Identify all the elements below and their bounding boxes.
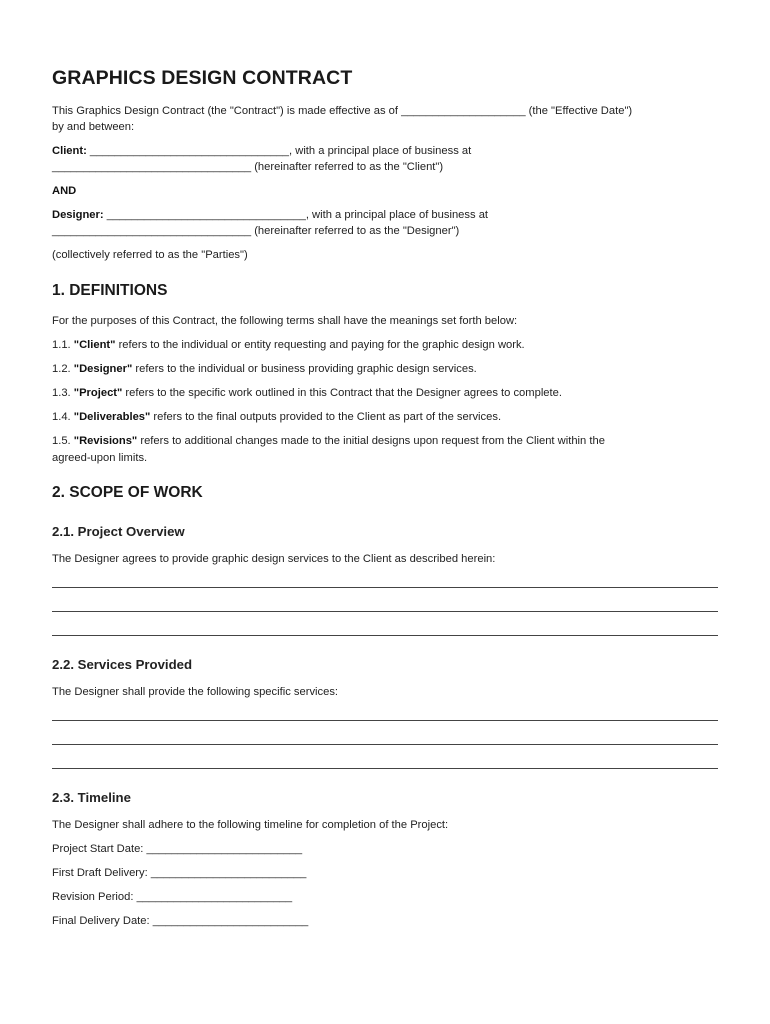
designer-line-1 (52, 207, 488, 223)
client-name-blank: ________________________________, with a principal place of business at (86, 145, 472, 157)
definition-term: "Designer" (73, 363, 133, 375)
parties-note: (collectively referred to as the "Parties") (52, 249, 248, 261)
definition-term: "Project" (73, 387, 123, 399)
scope-heading: 2. SCOPE OF WORK (52, 484, 203, 501)
definition-term: "Deliverables" (73, 411, 151, 423)
timeline-heading: 2.3. Timeline (52, 790, 131, 805)
blank-line (52, 744, 718, 745)
definitions-intro: For the purposes of this Contract, the following terms shall have the meanings set forth below: (52, 315, 518, 327)
definitions-heading: 1. DEFINITIONS (52, 282, 168, 299)
blank-line (52, 720, 718, 721)
project-overview-text: The Designer agrees to provide graphic design services to the Client as described herein: (52, 553, 496, 565)
project-overview-heading: 2.1. Project Overview (52, 524, 185, 539)
blank-line (52, 611, 718, 612)
blank-line (52, 768, 718, 769)
document-title: GRAPHICS DESIGN CONTRACT (52, 67, 353, 89)
project-start-date-field: Project Start Date: _________________________ (52, 843, 303, 855)
definition-item-client: 1.1. "Client" refers to the individual or entity requesting and paying for the graphic design work. (52, 339, 525, 351)
revision-period-field: Revision Period: _________________________ (52, 891, 293, 903)
services-provided-heading: 2.2. Services Provided (52, 657, 193, 672)
timeline-text: The Designer shall adhere to the following timeline for completion of the Project: (52, 819, 449, 831)
blank-line (52, 635, 718, 636)
blank-line (52, 587, 718, 588)
client-line-1 (52, 143, 471, 159)
client-line-2: ________________________________ (hereinafter referred to as the "Client") (52, 161, 444, 173)
definition-item-revisions-cont: agreed-upon limits. (52, 452, 148, 464)
first-draft-delivery-field: First Draft Delivery: _________________________ (52, 867, 307, 879)
designer-line-2: ________________________________ (hereinafter referred to as the "Designer") (52, 225, 460, 237)
definition-item-deliverables: 1.4. "Deliverables" refers to the final outputs provided to the Client as part of the services. (52, 411, 502, 423)
designer-label: Designer: (52, 209, 104, 221)
services-provided-text: The Designer shall provide the following specific services: (52, 686, 339, 698)
definition-term: "Revisions" (73, 435, 138, 447)
definition-item-project: 1.3. "Project" refers to the specific work outlined in this Contract that the Designer agrees to complete. (52, 387, 562, 399)
intro-line-2: by and between: (52, 121, 135, 133)
final-delivery-date-field: Final Delivery Date: _________________________ (52, 915, 309, 927)
client-label: Client: (52, 145, 87, 157)
definition-item-designer: 1.2. "Designer" refers to the individual or business providing graphic design services. (52, 363, 477, 375)
and-label: AND (52, 185, 77, 197)
definition-term: "Client" (73, 339, 116, 351)
intro-line-1: This Graphics Design Contract (the "Contract") is made effective as of ____________________ (the "Effective Date") (52, 105, 633, 117)
designer-name-blank: ________________________________, with a principal place of business at (103, 209, 489, 221)
definition-item-revisions: 1.5. "Revisions" refers to additional changes made to the initial designs upon request from the Client within the (52, 435, 605, 447)
